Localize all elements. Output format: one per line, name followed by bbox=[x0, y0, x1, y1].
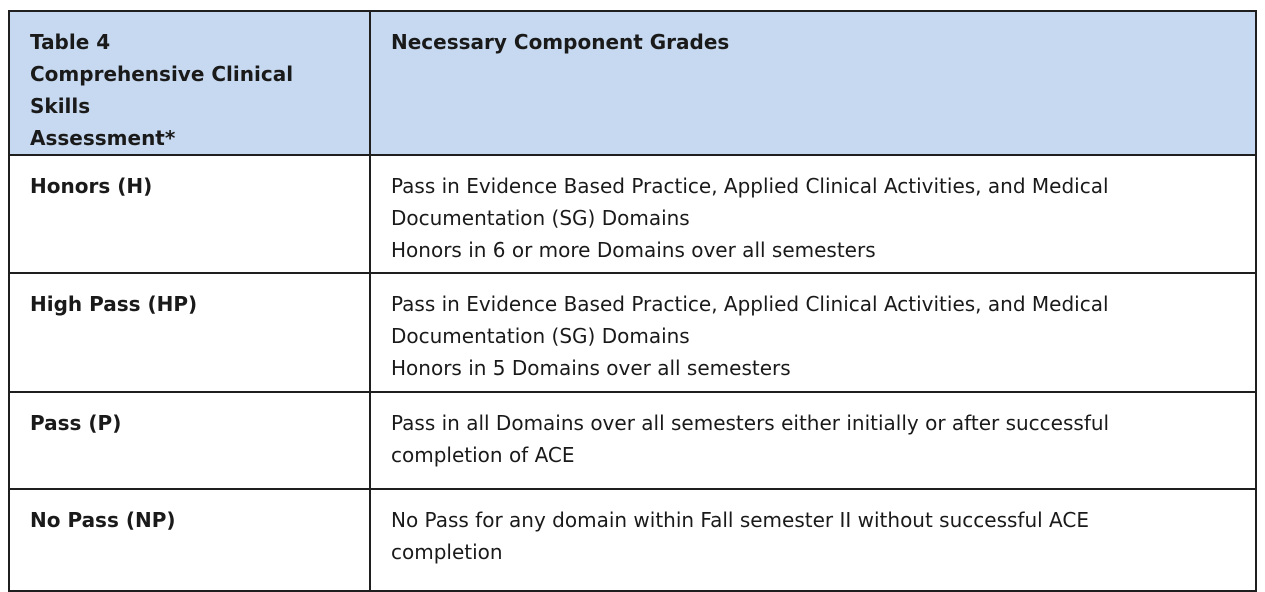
grade-cell bbox=[9, 273, 370, 392]
grades-table bbox=[8, 10, 1257, 592]
grade-label-pass: Pass (P) bbox=[30, 411, 122, 435]
table-header-row bbox=[9, 11, 1256, 155]
grade-label-high-pass: High Pass (HP) bbox=[30, 292, 198, 316]
table-row bbox=[9, 489, 1256, 591]
header-cell-title bbox=[9, 11, 370, 155]
requirement-line: Pass in all Domains over all semesters either initially or after successful bbox=[391, 411, 1110, 435]
requirements-cell bbox=[370, 273, 1256, 392]
header-cell-component-grades bbox=[370, 11, 1256, 155]
table-row bbox=[9, 155, 1256, 273]
header-component-grades: Necessary Component Grades bbox=[391, 30, 730, 54]
requirements-cell bbox=[370, 489, 1256, 591]
requirement-line: Pass in Evidence Based Practice, Applied Clinical Activities, and Medical bbox=[391, 174, 1109, 198]
requirement-line: Documentation (SG) Domains bbox=[391, 206, 690, 230]
grade-label-honors: Honors (H) bbox=[30, 174, 153, 198]
requirement-line: Honors in 6 or more Domains over all semesters bbox=[391, 238, 876, 262]
table-row bbox=[9, 273, 1256, 392]
requirement-line: Pass in Evidence Based Practice, Applied Clinical Activities, and Medical bbox=[391, 292, 1109, 316]
table-row bbox=[9, 392, 1256, 489]
requirement-line: No Pass for any domain within Fall semester II without successful ACE bbox=[391, 508, 1089, 532]
table-title-line-2: Assessment* bbox=[30, 126, 176, 150]
grade-cell bbox=[9, 155, 370, 273]
requirement-line: completion of ACE bbox=[391, 443, 575, 467]
requirement-line: completion bbox=[391, 540, 503, 564]
requirement-line: Honors in 5 Domains over all semesters bbox=[391, 356, 791, 380]
grade-cell bbox=[9, 489, 370, 591]
requirements-cell bbox=[370, 155, 1256, 273]
table-number: Table 4 bbox=[30, 30, 111, 54]
grade-cell bbox=[9, 392, 370, 489]
requirement-line: Documentation (SG) Domains bbox=[391, 324, 690, 348]
table-title-line-1: Comprehensive Clinical Skills bbox=[30, 62, 294, 118]
grade-label-no-pass: No Pass (NP) bbox=[30, 508, 176, 532]
requirements-cell bbox=[370, 392, 1256, 489]
